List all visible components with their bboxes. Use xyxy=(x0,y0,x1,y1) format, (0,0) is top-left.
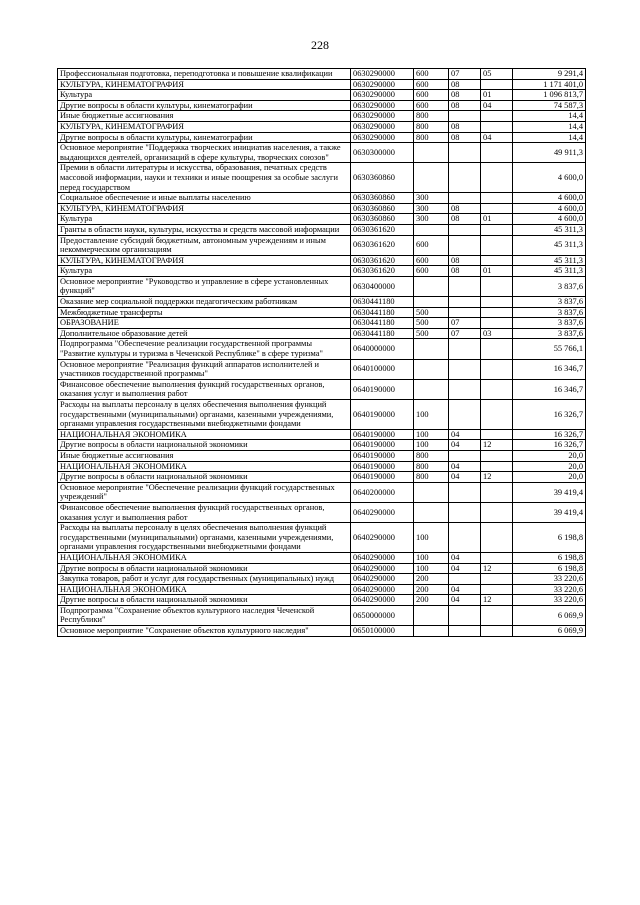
row-name: КУЛЬТУРА, КИНЕМАТОГРАФИЯ xyxy=(58,121,351,132)
row-amount: 14,4 xyxy=(513,121,586,132)
row-amount: 45 311,3 xyxy=(513,266,586,277)
row-expense-type xyxy=(414,276,449,296)
table-row xyxy=(58,359,586,379)
row-expense-type xyxy=(414,224,449,235)
row-name: Основное мероприятие "Сохранение объектов культурного наследия" xyxy=(58,626,351,637)
row-subsection xyxy=(481,276,513,296)
row-expense-type: 600 xyxy=(414,69,449,80)
row-code: 0640200000 xyxy=(351,482,414,502)
row-code: 0630361620 xyxy=(351,224,414,235)
row-name: Закупка товаров, работ и услуг для государственных (муниципальных) нужд xyxy=(58,574,351,585)
row-name: Межбюджетные трансферты xyxy=(58,307,351,318)
table-row xyxy=(58,255,586,266)
row-amount: 49 911,3 xyxy=(513,143,586,163)
table-row xyxy=(58,450,586,461)
row-section: 08 xyxy=(449,79,481,90)
row-name: Финансовое обеспечение выполнения функций государственных органов, оказания услуг и выполнения работ xyxy=(58,502,351,522)
row-expense-type: 500 xyxy=(414,328,449,339)
row-expense-type: 500 xyxy=(414,318,449,329)
row-code: 0630290000 xyxy=(351,69,414,80)
row-code: 0640190000 xyxy=(351,400,414,430)
row-expense-type: 600 xyxy=(414,79,449,90)
row-code: 0640100000 xyxy=(351,359,414,379)
table-row xyxy=(58,69,586,80)
row-amount: 20,0 xyxy=(513,461,586,472)
row-code: 0630441180 xyxy=(351,318,414,329)
row-code: 0630441180 xyxy=(351,328,414,339)
row-amount: 14,4 xyxy=(513,132,586,143)
row-section: 08 xyxy=(449,266,481,277)
row-amount: 3 837,6 xyxy=(513,318,586,329)
table-row xyxy=(58,163,586,193)
row-section xyxy=(449,359,481,379)
row-section xyxy=(449,400,481,430)
row-code: 0630360860 xyxy=(351,214,414,225)
row-name: ОБРАЗОВАНИЕ xyxy=(58,318,351,329)
row-section xyxy=(449,450,481,461)
row-expense-type: 800 xyxy=(414,121,449,132)
row-code: 0640190000 xyxy=(351,461,414,472)
row-subsection xyxy=(481,339,513,359)
row-amount: 20,0 xyxy=(513,450,586,461)
row-name: Другие вопросы в области национальной экономики xyxy=(58,595,351,606)
row-amount: 33 220,6 xyxy=(513,584,586,595)
row-code: 0630290000 xyxy=(351,90,414,101)
row-section: 08 xyxy=(449,203,481,214)
row-subsection xyxy=(481,111,513,122)
row-expense-type: 300 xyxy=(414,214,449,225)
row-amount: 6 069,9 xyxy=(513,605,586,625)
row-code: 0650000000 xyxy=(351,605,414,625)
row-expense-type: 300 xyxy=(414,203,449,214)
row-name: Профессиональная подготовка, переподготовка и повышение квалификации xyxy=(58,69,351,80)
row-name: НАЦИОНАЛЬНАЯ ЭКОНОМИКА xyxy=(58,584,351,595)
row-amount: 16 326,7 xyxy=(513,440,586,451)
row-subsection: 05 xyxy=(481,69,513,80)
row-section xyxy=(449,224,481,235)
row-code: 0630361620 xyxy=(351,235,414,255)
row-subsection xyxy=(481,400,513,430)
row-subsection: 12 xyxy=(481,472,513,483)
row-section xyxy=(449,111,481,122)
row-amount: 45 311,3 xyxy=(513,224,586,235)
row-code: 0630400000 xyxy=(351,276,414,296)
table-row xyxy=(58,90,586,101)
row-subsection xyxy=(481,626,513,637)
row-section: 07 xyxy=(449,328,481,339)
table-row xyxy=(58,328,586,339)
row-name: Расходы на выплаты персоналу в целях обеспечения выполнения функций государственными (муниципальными) органами, казенными учреждениями, органами управления государственными внебюджетными фондами xyxy=(58,400,351,430)
row-amount: 16 326,7 xyxy=(513,400,586,430)
row-section xyxy=(449,482,481,502)
row-subsection xyxy=(481,193,513,204)
row-expense-type xyxy=(414,605,449,625)
row-code: 0630361620 xyxy=(351,266,414,277)
row-subsection xyxy=(481,143,513,163)
row-code: 0640190000 xyxy=(351,450,414,461)
row-name: Основное мероприятие "Поддержка творческих инициатив населения, а также выдающихся деятелей, организаций в сфере культуры, творческих союзов" xyxy=(58,143,351,163)
row-section xyxy=(449,143,481,163)
row-expense-type: 600 xyxy=(414,255,449,266)
table-row xyxy=(58,626,586,637)
row-section xyxy=(449,193,481,204)
row-code: 0630360860 xyxy=(351,203,414,214)
row-expense-type: 100 xyxy=(414,400,449,430)
row-name: Иные бюджетные ассигнования xyxy=(58,111,351,122)
row-code: 0630290000 xyxy=(351,121,414,132)
row-section xyxy=(449,339,481,359)
table-row xyxy=(58,400,586,430)
row-name: Культура xyxy=(58,214,351,225)
table-row xyxy=(58,266,586,277)
row-code: 0640290000 xyxy=(351,574,414,585)
table-row xyxy=(58,193,586,204)
row-subsection xyxy=(481,605,513,625)
row-expense-type: 800 xyxy=(414,450,449,461)
row-name: Подпрограмма "Сохранение объектов культурного наследия Чеченской Республики" xyxy=(58,605,351,625)
row-name: Культура xyxy=(58,90,351,101)
row-name: Финансовое обеспечение выполнения функций государственных органов, оказания услуг и выполнения работ xyxy=(58,379,351,399)
row-subsection xyxy=(481,461,513,472)
row-name: НАЦИОНАЛЬНАЯ ЭКОНОМИКА xyxy=(58,461,351,472)
row-code: 0640290000 xyxy=(351,584,414,595)
row-expense-type: 600 xyxy=(414,235,449,255)
row-name: Премии в области литературы и искусства, образования, печатных средств массовой информации, науки и техники и иные поощрения за особые заслуги перед государством xyxy=(58,163,351,193)
table-row xyxy=(58,595,586,606)
row-amount: 9 291,4 xyxy=(513,69,586,80)
row-amount: 16 346,7 xyxy=(513,379,586,399)
row-subsection xyxy=(481,429,513,440)
row-subsection xyxy=(481,450,513,461)
row-code: 0630300000 xyxy=(351,143,414,163)
table-row xyxy=(58,132,586,143)
row-expense-type: 100 xyxy=(414,440,449,451)
row-section: 08 xyxy=(449,132,481,143)
row-expense-type xyxy=(414,626,449,637)
row-section xyxy=(449,307,481,318)
row-name: Подпрограмма "Обеспечение реализации государственной программы "Развитие культуры и туризма в Чеченской Республике" в сфере туризма" xyxy=(58,339,351,359)
row-section: 07 xyxy=(449,69,481,80)
row-name: Гранты в области науки, культуры, искусства и средств массовой информации xyxy=(58,224,351,235)
row-subsection xyxy=(481,318,513,329)
row-subsection: 03 xyxy=(481,328,513,339)
row-name: Другие вопросы в области национальной экономики xyxy=(58,563,351,574)
row-section: 04 xyxy=(449,584,481,595)
row-subsection xyxy=(481,203,513,214)
row-expense-type: 100 xyxy=(414,429,449,440)
table-row xyxy=(58,100,586,111)
row-subsection xyxy=(481,482,513,502)
table-row xyxy=(58,307,586,318)
row-expense-type: 500 xyxy=(414,307,449,318)
row-amount: 3 837,6 xyxy=(513,328,586,339)
row-code: 0640190000 xyxy=(351,472,414,483)
row-expense-type: 800 xyxy=(414,111,449,122)
table-row xyxy=(58,318,586,329)
row-expense-type: 200 xyxy=(414,584,449,595)
row-amount: 4 600,0 xyxy=(513,214,586,225)
row-subsection xyxy=(481,359,513,379)
table-row xyxy=(58,523,586,553)
row-subsection xyxy=(481,79,513,90)
row-code: 0630290000 xyxy=(351,132,414,143)
row-expense-type: 600 xyxy=(414,100,449,111)
row-section: 04 xyxy=(449,472,481,483)
row-subsection: 01 xyxy=(481,266,513,277)
row-code: 0640290000 xyxy=(351,552,414,563)
row-code: 0630290000 xyxy=(351,111,414,122)
row-expense-type: 100 xyxy=(414,563,449,574)
row-section: 08 xyxy=(449,90,481,101)
table-row xyxy=(58,224,586,235)
row-section: 07 xyxy=(449,318,481,329)
row-amount: 14,4 xyxy=(513,111,586,122)
row-amount: 1 096 813,7 xyxy=(513,90,586,101)
table-row xyxy=(58,502,586,522)
row-code: 0630360860 xyxy=(351,193,414,204)
row-section: 04 xyxy=(449,429,481,440)
row-code: 0640290000 xyxy=(351,563,414,574)
table-row xyxy=(58,203,586,214)
row-name: Дополнительное образование детей xyxy=(58,328,351,339)
table-row xyxy=(58,143,586,163)
row-subsection: 12 xyxy=(481,595,513,606)
row-amount: 4 600,0 xyxy=(513,193,586,204)
row-section: 08 xyxy=(449,255,481,266)
row-expense-type: 100 xyxy=(414,523,449,553)
row-subsection: 01 xyxy=(481,214,513,225)
row-amount: 16 326,7 xyxy=(513,429,586,440)
row-expense-type: 800 xyxy=(414,472,449,483)
table-row xyxy=(58,297,586,308)
row-expense-type xyxy=(414,143,449,163)
row-amount: 45 311,3 xyxy=(513,255,586,266)
row-name: НАЦИОНАЛЬНАЯ ЭКОНОМИКА xyxy=(58,552,351,563)
row-section: 04 xyxy=(449,552,481,563)
row-section xyxy=(449,605,481,625)
row-subsection: 04 xyxy=(481,132,513,143)
row-section xyxy=(449,574,481,585)
row-name: КУЛЬТУРА, КИНЕМАТОГРАФИЯ xyxy=(58,203,351,214)
row-code: 0630290000 xyxy=(351,100,414,111)
row-subsection: 04 xyxy=(481,100,513,111)
row-code: 0640000000 xyxy=(351,339,414,359)
row-section: 04 xyxy=(449,461,481,472)
row-expense-type xyxy=(414,359,449,379)
row-expense-type xyxy=(414,482,449,502)
row-section: 04 xyxy=(449,563,481,574)
row-expense-type: 300 xyxy=(414,193,449,204)
row-amount: 45 311,3 xyxy=(513,235,586,255)
table-row xyxy=(58,276,586,296)
row-name: НАЦИОНАЛЬНАЯ ЭКОНОМИКА xyxy=(58,429,351,440)
row-name: Предоставление субсидий бюджетным, автономным учреждениям и иным некоммерческим организациям xyxy=(58,235,351,255)
page-number: 228 xyxy=(311,38,329,52)
row-code: 0640190000 xyxy=(351,379,414,399)
row-expense-type xyxy=(414,339,449,359)
row-subsection xyxy=(481,121,513,132)
row-name: Другие вопросы в области национальной экономики xyxy=(58,472,351,483)
row-subsection: 12 xyxy=(481,563,513,574)
row-subsection: 12 xyxy=(481,440,513,451)
row-subsection xyxy=(481,255,513,266)
row-name: Оказание мер социальной поддержки педагогическим работникам xyxy=(58,297,351,308)
row-amount: 33 220,6 xyxy=(513,595,586,606)
row-amount: 6 198,8 xyxy=(513,552,586,563)
row-amount: 6 198,8 xyxy=(513,523,586,553)
row-expense-type: 200 xyxy=(414,574,449,585)
row-subsection xyxy=(481,552,513,563)
budget-table xyxy=(57,68,586,637)
row-subsection xyxy=(481,574,513,585)
row-amount: 6 198,8 xyxy=(513,563,586,574)
row-code: 0650100000 xyxy=(351,626,414,637)
row-subsection xyxy=(481,584,513,595)
row-code: 0630360860 xyxy=(351,163,414,193)
table-row xyxy=(58,111,586,122)
row-section xyxy=(449,235,481,255)
row-section: 08 xyxy=(449,100,481,111)
row-amount: 74 587,3 xyxy=(513,100,586,111)
row-amount: 1 171 401,0 xyxy=(513,79,586,90)
table-row xyxy=(58,121,586,132)
table-row xyxy=(58,584,586,595)
row-section xyxy=(449,379,481,399)
table-row xyxy=(58,339,586,359)
row-expense-type: 800 xyxy=(414,461,449,472)
row-section xyxy=(449,276,481,296)
row-name: КУЛЬТУРА, КИНЕМАТОГРАФИЯ xyxy=(58,79,351,90)
row-code: 0640190000 xyxy=(351,429,414,440)
row-section: 08 xyxy=(449,121,481,132)
row-expense-type: 800 xyxy=(414,132,449,143)
row-name: Основное мероприятие "Реализация функций аппаратов исполнителей и участников государственной программы" xyxy=(58,359,351,379)
row-name: КУЛЬТУРА, КИНЕМАТОГРАФИЯ xyxy=(58,255,351,266)
row-code: 0630290000 xyxy=(351,79,414,90)
table-row xyxy=(58,440,586,451)
table-row xyxy=(58,235,586,255)
row-section: 04 xyxy=(449,595,481,606)
row-amount: 6 069,9 xyxy=(513,626,586,637)
row-name: Другие вопросы в области культуры, кинематографии xyxy=(58,132,351,143)
row-code: 0640290000 xyxy=(351,595,414,606)
table-row xyxy=(58,461,586,472)
budget-table-body xyxy=(58,69,586,637)
row-section: 08 xyxy=(449,214,481,225)
table-row xyxy=(58,429,586,440)
row-name: Социальное обеспечение и иные выплаты населению xyxy=(58,193,351,204)
row-subsection xyxy=(481,502,513,522)
row-code: 0640290000 xyxy=(351,502,414,522)
row-subsection: 01 xyxy=(481,90,513,101)
row-amount: 16 346,7 xyxy=(513,359,586,379)
row-name: Расходы на выплаты персоналу в целях обеспечения выполнения функций государственными (муниципальными) органами, казенными учреждениями, органами управления государственными внебюджетными фондами xyxy=(58,523,351,553)
row-expense-type xyxy=(414,163,449,193)
table-row xyxy=(58,482,586,502)
row-amount: 33 220,6 xyxy=(513,574,586,585)
row-expense-type xyxy=(414,379,449,399)
row-amount: 3 837,6 xyxy=(513,297,586,308)
row-section xyxy=(449,163,481,193)
row-subsection xyxy=(481,307,513,318)
row-code: 0640190000 xyxy=(351,440,414,451)
row-name: Другие вопросы в области культуры, кинематографии xyxy=(58,100,351,111)
row-amount: 3 837,6 xyxy=(513,276,586,296)
row-amount: 55 766,1 xyxy=(513,339,586,359)
row-name: Основное мероприятие "Обеспечение реализации функций государственных учреждений" xyxy=(58,482,351,502)
row-name: Культура xyxy=(58,266,351,277)
row-name: Другие вопросы в области национальной экономики xyxy=(58,440,351,451)
row-code: 0630441180 xyxy=(351,297,414,308)
row-subsection xyxy=(481,379,513,399)
table-row xyxy=(58,605,586,625)
row-expense-type xyxy=(414,297,449,308)
row-amount: 20,0 xyxy=(513,472,586,483)
table-row xyxy=(58,563,586,574)
row-expense-type: 600 xyxy=(414,266,449,277)
row-subsection xyxy=(481,224,513,235)
table-row xyxy=(58,379,586,399)
row-section xyxy=(449,502,481,522)
table-row xyxy=(58,214,586,225)
row-amount: 4 600,0 xyxy=(513,203,586,214)
row-expense-type xyxy=(414,502,449,522)
row-section xyxy=(449,626,481,637)
row-subsection xyxy=(481,163,513,193)
table-row xyxy=(58,79,586,90)
row-amount: 3 837,6 xyxy=(513,307,586,318)
row-code: 0630441180 xyxy=(351,307,414,318)
row-amount: 39 419,4 xyxy=(513,482,586,502)
row-section xyxy=(449,523,481,553)
row-code: 0640290000 xyxy=(351,523,414,553)
row-subsection xyxy=(481,297,513,308)
row-code: 0630361620 xyxy=(351,255,414,266)
row-subsection xyxy=(481,523,513,553)
row-expense-type: 200 xyxy=(414,595,449,606)
row-amount: 39 419,4 xyxy=(513,502,586,522)
row-expense-type: 100 xyxy=(414,552,449,563)
row-section: 04 xyxy=(449,440,481,451)
table-row xyxy=(58,574,586,585)
table-row xyxy=(58,472,586,483)
row-name: Основное мероприятие "Руководство и управление в сфере установленных функций" xyxy=(58,276,351,296)
row-expense-type: 600 xyxy=(414,90,449,101)
row-subsection xyxy=(481,235,513,255)
row-amount: 4 600,0 xyxy=(513,163,586,193)
row-name: Иные бюджетные ассигнования xyxy=(58,450,351,461)
table-row xyxy=(58,552,586,563)
row-section xyxy=(449,297,481,308)
